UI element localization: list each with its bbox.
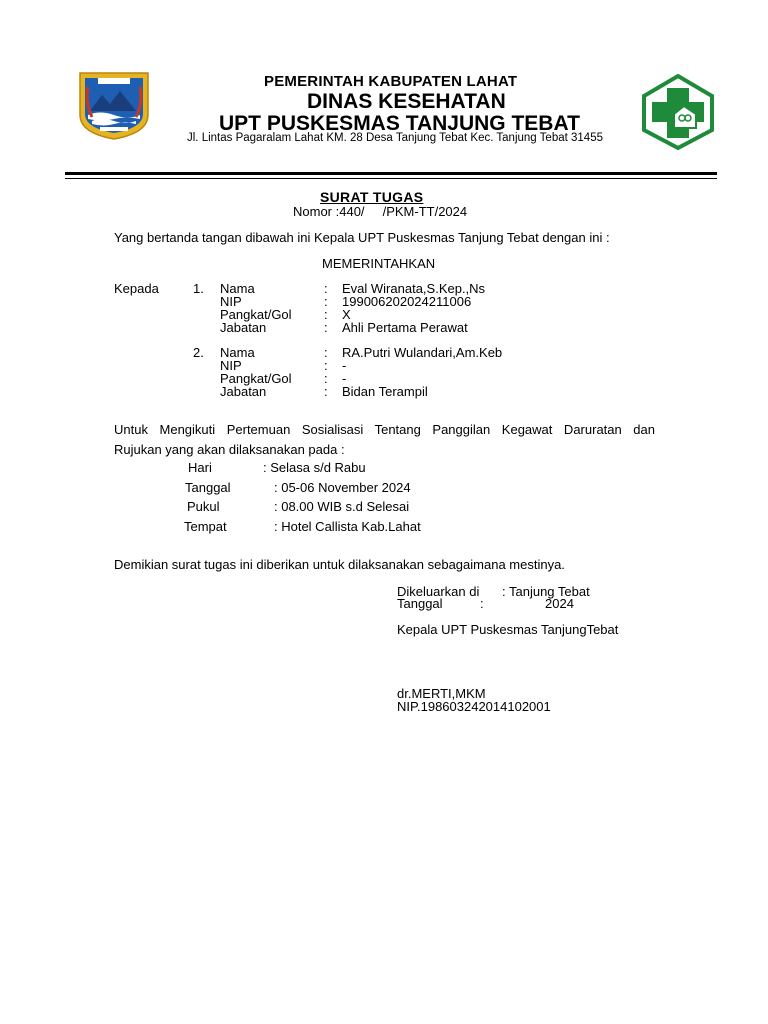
kabupaten-lahat-emblem-icon	[76, 71, 152, 141]
person-1-sep: :	[324, 307, 328, 322]
document-number: Nomor :440/ /PKM-TT/2024	[293, 204, 468, 219]
schedule-label: Hari	[188, 460, 212, 475]
issued-place: : Tanjung Tebat	[502, 584, 590, 599]
signature-date-label: Tanggal	[397, 596, 443, 611]
signature-date-sep: :	[480, 596, 484, 611]
person-1-label: Pangkat/Gol	[220, 307, 292, 322]
person-2-label: NIP	[220, 358, 242, 373]
person-1-sep: :	[324, 294, 328, 309]
signatory-nip: NIP.198603242014102001	[397, 699, 551, 714]
closing-text: Demikian surat tugas ini diberikan untuk dilaksanakan sebagaimana mestinya.	[114, 557, 565, 572]
schedule-label: Tempat	[184, 519, 227, 534]
signature-date-value: 2024	[545, 596, 574, 611]
person-1-label: NIP	[220, 294, 242, 309]
person-1-rank: X	[342, 307, 351, 322]
person-2-position: Bidan Terampil	[342, 384, 428, 399]
person-1-number: 1.	[193, 281, 204, 296]
person-2-nip: -	[342, 358, 347, 373]
person-1-sep: :	[324, 281, 328, 296]
person-1-nip: 199006202024211006	[342, 294, 472, 309]
person-2-sep: :	[324, 358, 328, 373]
intro-text: Yang bertanda tangan dibawah ini Kepala UPT Puskesmas Tanjung Tebat dengan ini :	[114, 230, 610, 245]
signatory-position: Kepala UPT Puskesmas TanjungTebat	[397, 622, 619, 637]
issued-label: Dikeluarkan di	[397, 584, 480, 599]
person-1-label: Jabatan	[220, 320, 267, 335]
schedule-day: : Selasa s/d Rabu	[263, 460, 366, 475]
schedule-label: Tanggal	[185, 480, 231, 495]
person-2-name: RA.Putri Wulandari,Am.Keb	[342, 345, 503, 360]
person-1-label: Nama	[220, 281, 255, 296]
header-institution: UPT PUSKESMAS TANJUNG TEBAT	[219, 112, 580, 135]
schedule-place: : Hotel Callista Kab.Lahat	[274, 519, 421, 534]
person-1-position: Ahli Pertama Perawat	[342, 320, 468, 335]
schedule-label: Pukul	[187, 499, 220, 514]
person-2-label: Pangkat/Gol	[220, 371, 292, 386]
person-2-rank: -	[342, 371, 347, 386]
person-2-label: Nama	[220, 345, 255, 360]
header-divider-thin	[65, 178, 717, 179]
person-2-sep: :	[324, 345, 328, 360]
person-2-label: Jabatan	[220, 384, 267, 399]
person-2-number: 2.	[193, 345, 204, 360]
person-2-sep: :	[324, 371, 328, 386]
kepada-label: Kepada	[114, 281, 159, 296]
command-text: MEMERINTAHKAN	[322, 256, 436, 271]
header-agency: DINAS KESEHATAN	[307, 90, 506, 113]
signatory-name: dr.MERTI,MKM	[397, 686, 486, 701]
schedule-date: : 05-06 November 2024	[274, 480, 411, 495]
header-government: PEMERINTAH KABUPATEN LAHAT	[264, 73, 518, 90]
purpose-line-2: Rujukan yang akan dilaksanakan pada :	[114, 442, 345, 457]
schedule-time: : 08.00 WIB s.d Selesai	[274, 499, 410, 514]
puskesmas-logo-icon	[640, 74, 716, 150]
document-title: SURAT TUGAS	[320, 189, 424, 205]
person-1-name: Eval Wiranata,S.Kep.,Ns	[342, 281, 486, 296]
header-address: Jl. Lintas Pagaralam Lahat KM. 28 Desa Tanjung Tebat Kec. Tanjung Tebat 31455	[187, 132, 603, 144]
person-2-sep: :	[324, 384, 328, 399]
person-1-sep: :	[324, 320, 328, 335]
header-divider-thick	[65, 172, 717, 175]
purpose-line-1: Untuk Mengikuti Pertemuan Sosialisasi Tentang Panggilan Kegawat Daruratan dan	[114, 422, 655, 437]
